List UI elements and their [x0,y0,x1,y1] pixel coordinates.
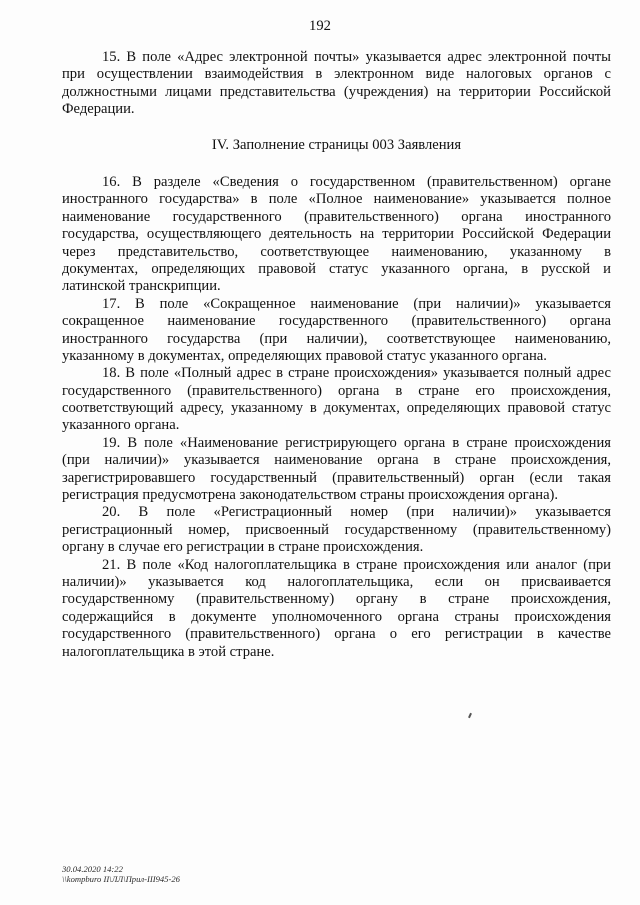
paragraph-15-line: должностными лицами представительства (учреждения) на территории Российской [62,83,611,100]
paragraph-21 [62,557,611,661]
paragraph-17 [62,296,611,366]
paragraph-20-line: органу в случае его регистрации в стране происхождения. [62,539,424,556]
paragraph-17-line: иностранного государства (при наличии), соответствующее наименованию, [62,330,611,347]
paragraph-16-line: государства, осуществляющего деятельность на территории Российской Федерации [62,226,611,243]
paragraph-20 [62,504,611,556]
paragraph-19-line: 19. В поле «Наименование регистрирующего органа в стране происхождения [102,434,611,451]
paragraph-21-line: государственному (правительственному) органу в стране происхождения, [62,591,611,608]
section-heading: IV. Заполнение страницы 003 Заявления [211,137,462,153]
paragraph-16 [62,174,611,296]
paragraph-21-line: содержащийся в документе уполномоченного органа страны происхождения [62,608,611,625]
paragraph-15-line: Федерации. [62,101,135,118]
scan-speck [468,713,472,718]
footer-file-path: \\kompburo II\ЛЛ\Прил-III945-26 [62,874,180,884]
paragraph-19-line: регистрация предусмотрена законодательством страны происхождения органа). [62,487,559,504]
footer-stamp [62,864,180,884]
footer-timestamp: 30.04.2020 14:22 [62,864,123,874]
paragraph-17-line: указанному в документах, определяющих правовой статус указанного органа. [62,347,547,364]
paragraph-18-line: соответствующий адресу, указанному в документах, определяющих правовой статус [62,400,611,417]
paragraph-16-line: 16. В разделе «Сведения о государственном (правительственном) органе [102,174,611,190]
section-body [62,174,611,661]
page-number: 192 [309,18,331,34]
paragraph-21-line: налогоплательщика в этой стране. [62,643,275,660]
paragraph-19 [62,435,611,505]
paragraph-18-line: 18. В поле «Полный адрес в стране происхождения» указывается полный адрес [102,365,611,382]
paragraph-19-line: зарегистрировавшего государственный (правительственный) орган (если такая [62,469,611,486]
paragraph-17-line: 17. В поле «Сокращенное наименование (при наличии)» указывается [102,295,611,312]
paragraph-18 [62,365,611,435]
paragraph-16-line: через представительство, соответствующее наименованию, указанному в [62,243,611,260]
paragraph-20-line: регистрационный номер, присвоенный государственному (правительственному) [62,521,611,538]
paragraph-19-line: (при наличии)» указывается наименование органа в стране происхождения, [62,452,611,469]
paragraph-21-line: 21. В поле «Код налогоплательщика в стране происхождения или аналог (при [102,556,611,573]
paragraph-18-line: государственного (правительственного) органа в стране его происхождения, [62,382,611,399]
paragraph-21-line: государственного (правительственного) органа о его регистрации в качестве [62,626,611,643]
paragraph-15 [62,49,611,119]
paragraph-15-line: при осуществлении взаимодействия в электронном виде налоговых органов с [62,66,611,83]
paragraph-16-line: латинской транскрипции. [62,278,221,295]
paragraph-16-line: документах, определяющих правовой статус указанного органа, в русской и [62,260,611,277]
paragraph-16-line: иностранного государства» в поле «Полное наименование» указывается полное [62,191,611,208]
paragraph-17-line: сокращенное наименование государственного (правительственного) органа [62,313,611,330]
paragraph-15-line: 15. В поле «Адрес электронной почты» указывается адрес электронной почты [102,49,611,65]
paragraph-21-line: наличии)» указывается код налогоплательщика, если он присваивается [62,573,611,590]
paragraph-18-line: указанного органа. [62,417,180,434]
paragraph-16-line: наименование государственного (правительственного) органа иностранного [62,208,611,225]
paragraph-20-line: 20. В поле «Регистрационный номер (при наличии)» указывается [102,504,611,521]
